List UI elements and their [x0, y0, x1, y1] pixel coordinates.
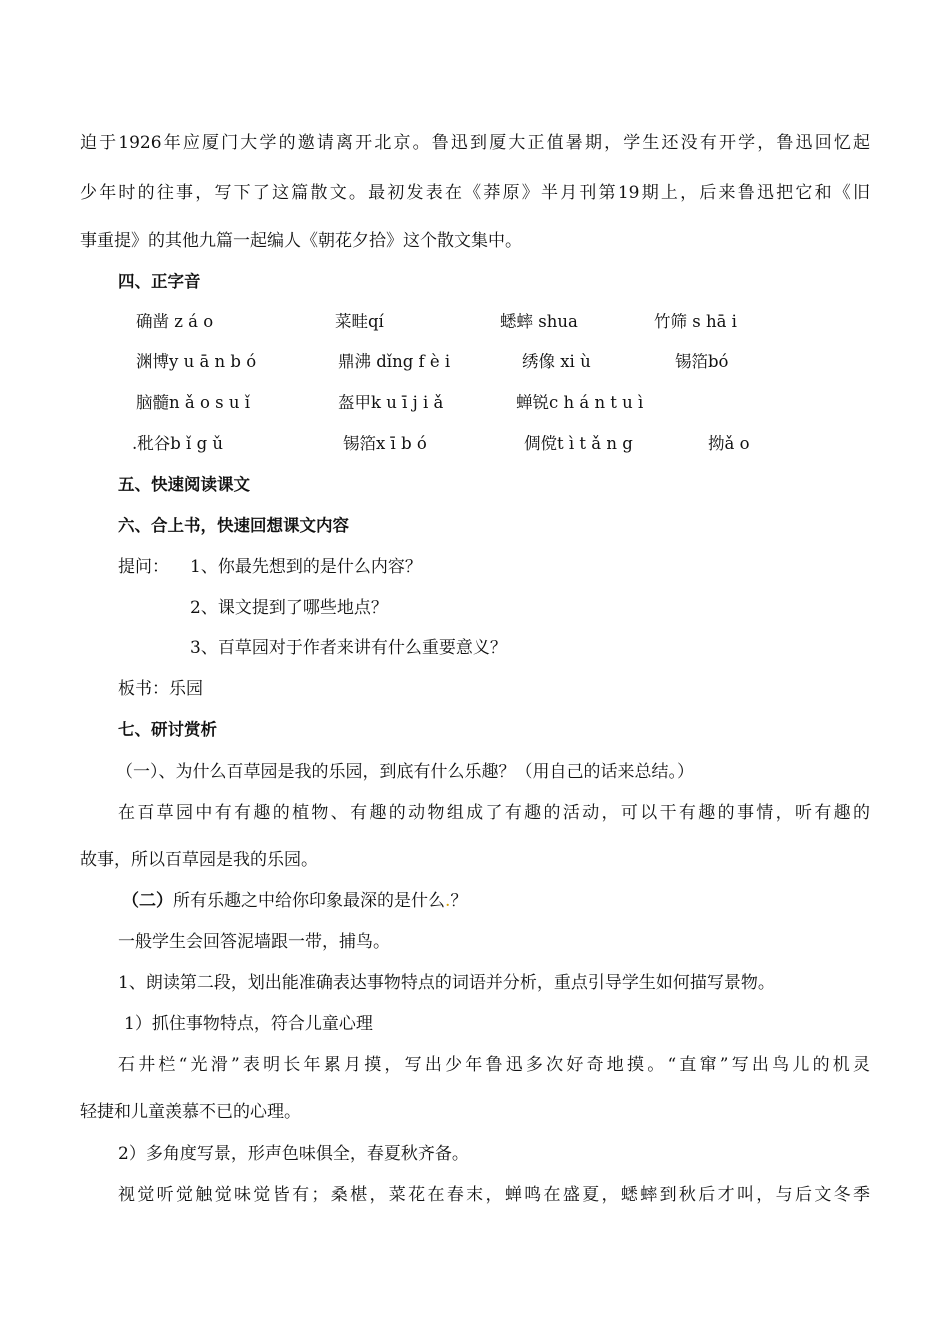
pinyin-item: 盔甲k u ī j i ǎ: [338, 393, 444, 412]
question-two-label: （二）: [122, 891, 173, 911]
question-two-end: ？: [450, 891, 468, 911]
section-6-heading: 六、合上书，快速回想课文内容: [118, 516, 349, 535]
pinyin-item: 鼎沸 dǐng f è i: [338, 352, 451, 371]
answer-two: 一般学生会回答泥墙跟一带，捕鸟。: [118, 932, 390, 952]
point-two-text: 视觉听觉触觉味觉皆有；桑椹，菜花在春末，蝉鸣在盛夏，蟋蟀到秋后才叫，与后文冬季: [118, 1185, 870, 1205]
board-note: 板书：乐园: [118, 679, 203, 699]
question-one: （一）、为什么百草园是我的乐园，到底有什么乐趣？（用自己的话来总结。）: [116, 762, 694, 782]
section-5-heading: 五、快速阅读课文: [118, 475, 250, 494]
point-one: 1、朗读第二段，划出能准确表达事物特点的词语并分析，重点引导学生如何描写景物。: [118, 973, 775, 993]
question-item: 3、百草园对于作者来讲有什么重要意义？: [190, 638, 507, 658]
pinyin-item: 蝉锐c h á n t u ì: [516, 393, 644, 412]
pinyin-item: 锡箔bó: [675, 352, 729, 371]
pinyin-item: 菜畦qí: [335, 312, 384, 331]
section-4-heading: 四、正字音: [118, 272, 201, 291]
pinyin-item: 锡箔x ī b ó: [343, 434, 427, 453]
point-one-sub: 1）抓住事物特点，符合儿童心理: [124, 1014, 373, 1034]
answer-one-line-2: 故事，所以百草园是我的乐园。: [80, 850, 318, 870]
intro-line-3: 事重提》的其他九篇一起编人《朝花夕拾》这个散文集中。: [80, 231, 522, 251]
intro-line-2: 少年时的往事，写下了这篇散文。最初发表在《莽原》半月刊第19期上，后来鲁迅把它和《旧: [80, 183, 870, 203]
pinyin-item: 渊博y u ā n b ó: [136, 352, 257, 371]
point-one-text-1: 石井栏“光滑”表明长年累月摸，写出少年鲁迅多次好奇地摸。“直窜”写出鸟儿的机灵: [118, 1055, 870, 1075]
answer-one-line-1: 在百草园中有有趣的植物、有趣的动物组成了有趣的活动，可以干有趣的事情，听有趣的: [118, 803, 870, 823]
intro-line-1: 迫于1926年应厦门大学的邀请离开北京。鲁迅到厦大正值暑期，学生还没有开学，鲁迅回忆起: [80, 133, 870, 153]
question-two: [122, 889, 467, 913]
pinyin-item: 确凿 z á o: [136, 312, 214, 331]
question-item: 2、课文提到了哪些地点？: [190, 598, 388, 618]
question-two-dot-char: 么: [428, 891, 445, 911]
emphasis-dot: .: [445, 891, 451, 911]
pinyin-item: 脑髓n ǎ o s u ǐ: [136, 393, 250, 412]
pinyin-item: 拗ǎ o: [708, 434, 750, 453]
question-two-text: 所有乐趣之中给你印象最深的是什: [173, 891, 428, 911]
pinyin-item: 倜傥t ì t ǎ n g: [524, 434, 633, 453]
question-label: 提问：: [118, 557, 169, 577]
pinyin-item: 绣像 xi ù: [522, 352, 591, 371]
pinyin-item: .秕谷b ǐ g ǔ: [132, 434, 224, 453]
section-7-heading: 七、研讨赏析: [118, 720, 217, 739]
pinyin-item: 竹筛 s hā i: [654, 312, 737, 331]
pinyin-item: 蟋蟀 shua: [500, 312, 578, 331]
point-one-text-2: 轻捷和儿童羡慕不已的心理。: [80, 1102, 301, 1122]
question-item: 1、你最先想到的是什么内容？: [190, 557, 422, 577]
point-two-sub: 2）多角度写景，形声色味俱全，春夏秋齐备。: [118, 1144, 469, 1164]
